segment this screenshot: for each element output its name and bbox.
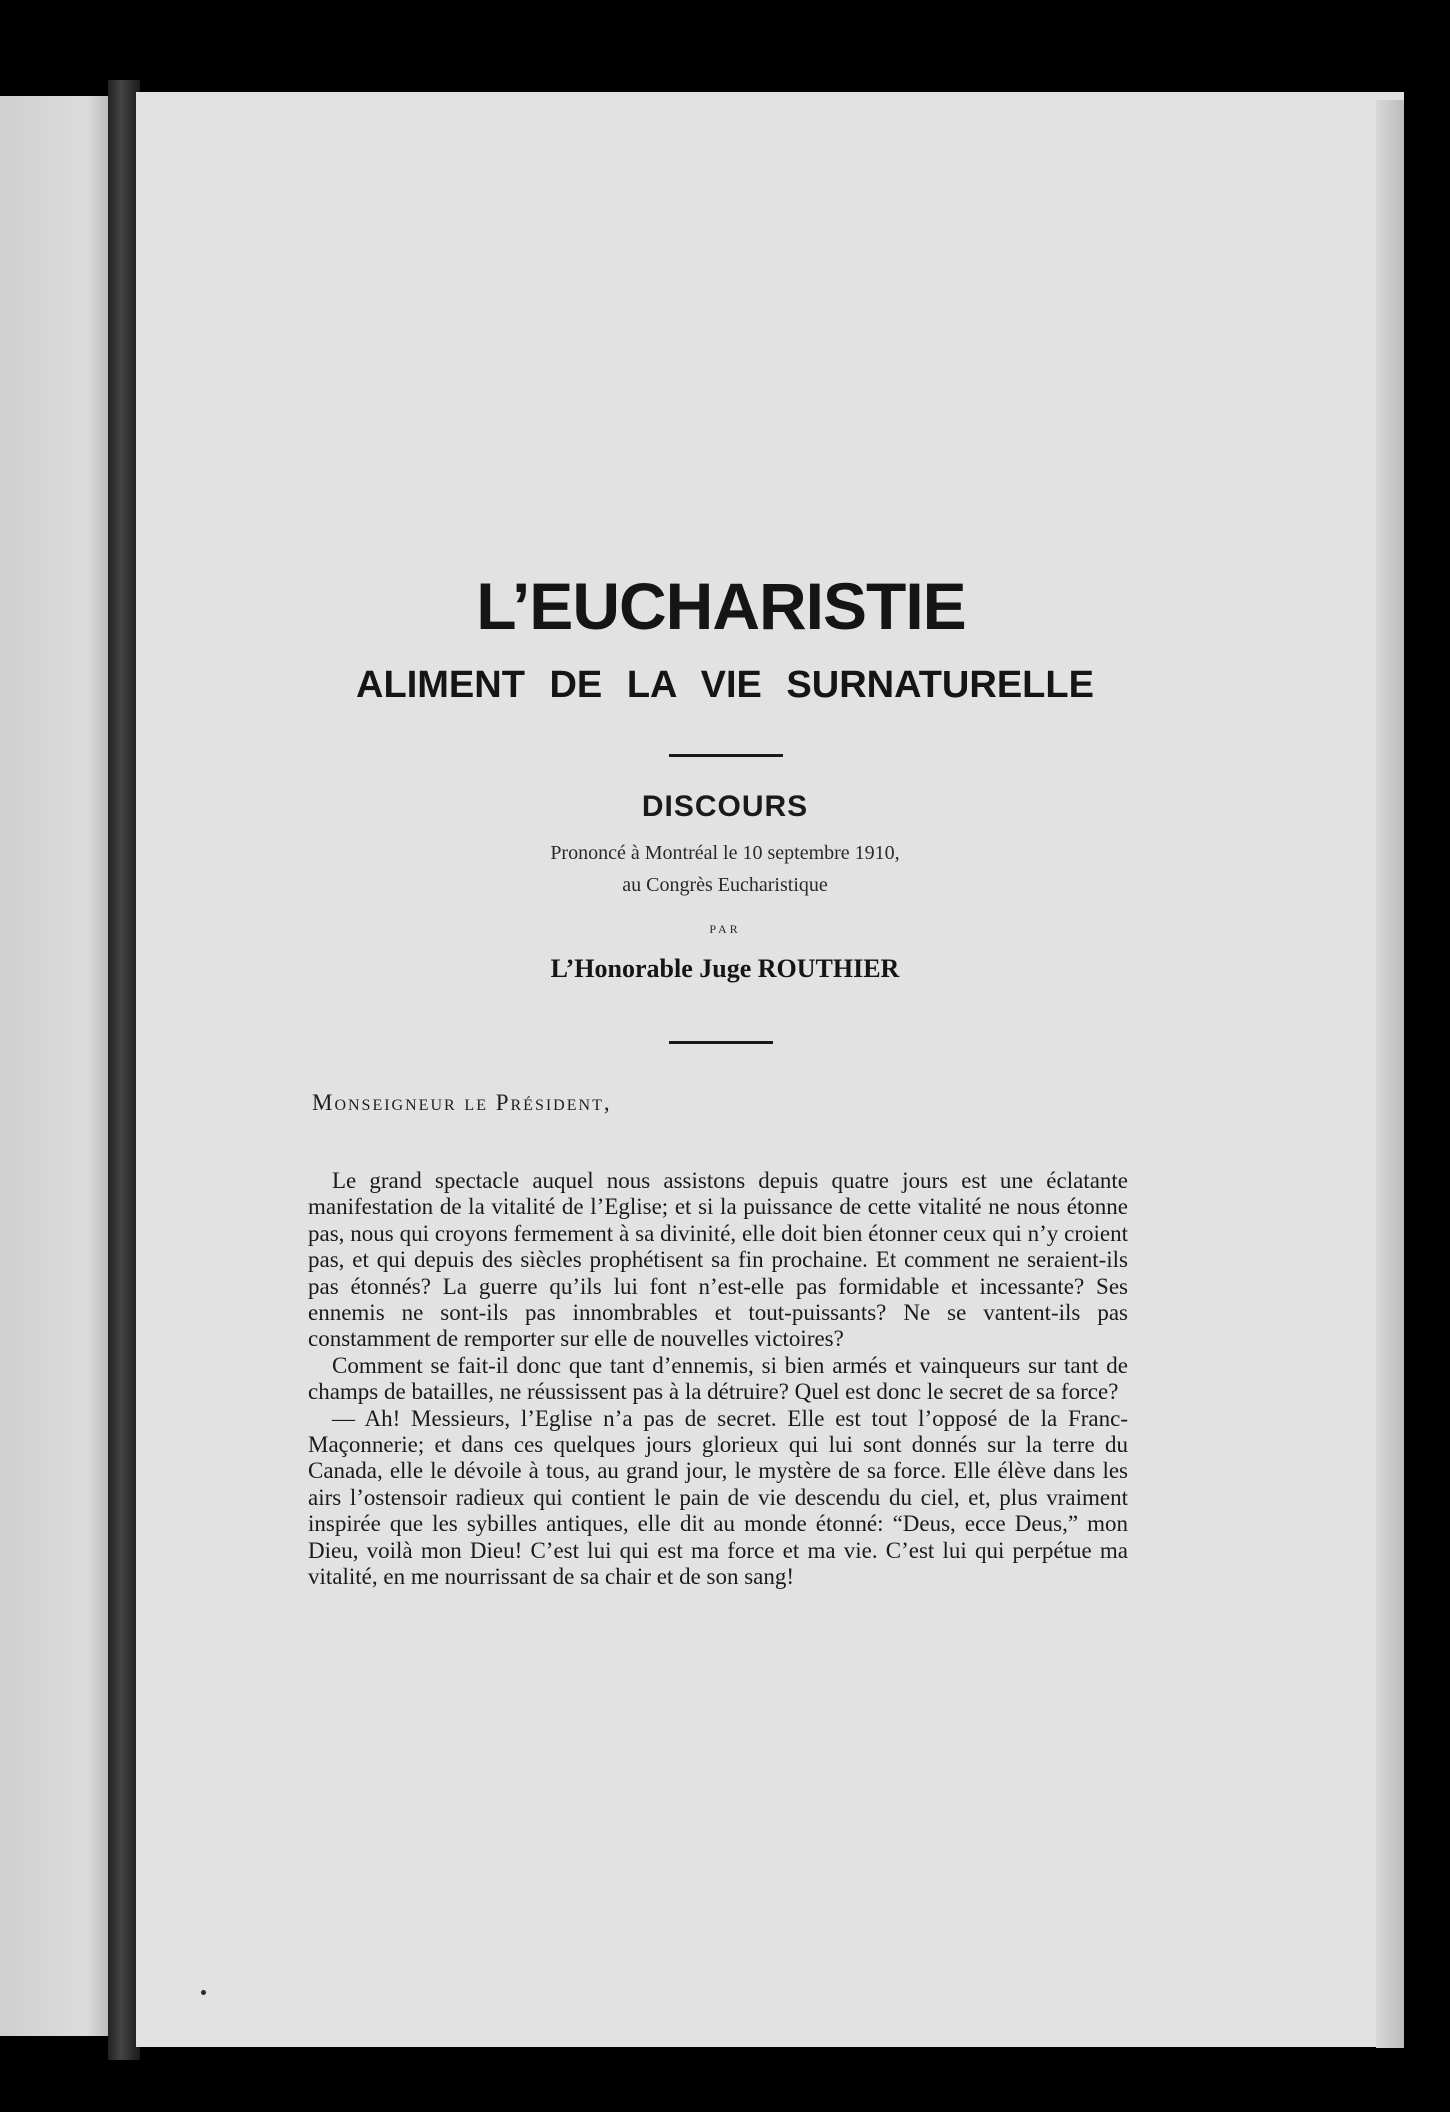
divider-rule xyxy=(669,1041,773,1044)
author-name: L’Honorable Juge ROUTHIER xyxy=(550,954,900,983)
section-heading: DISCOURS xyxy=(641,790,809,823)
page-edge xyxy=(1376,100,1404,2048)
divider-rule xyxy=(669,754,783,757)
by-label: PAR xyxy=(709,922,741,936)
paragraph: Comment se fait-il donc que tant d’ennemis, si bien armés et vainqueurs sur tant de champs de batailles, ne réussissent pas à la détruire? Quel est donc le secret de sa force? xyxy=(308,1352,1128,1405)
facing-page-edge xyxy=(0,96,108,2036)
delivery-info-line: Prononcé à Montréal le 10 septembre 1910, xyxy=(550,842,900,864)
page xyxy=(136,92,1404,2047)
margin-mark xyxy=(201,1990,206,1995)
paragraph: — Ah! Messieurs, l’Eglise n’a pas de secret. Elle est tout l’opposé de la Franc-Maçonnerie; et dans ces quelques jours glorieux qui lui sont donnés sur la terre du Canada, elle le dévoile à tous, au grand jour, le mystère de sa force. Elle élève dans les airs l’ostensoir radieux qui contient le pain de vie descendu du ciel, et, plus vraiment inspirée que les sybilles antiques, elle dit au monde étonné: “Deus, ecce Deus,” mon Dieu, voilà mon Dieu! C’est lui qui est ma force et ma vie. C’est lui qui perpétue ma vitalité, en me nourrissant de sa chair et de son sang! xyxy=(308,1405,1128,1590)
page-title: L’EUCHARISTIE xyxy=(476,569,966,643)
page-subtitle: ALIMENT DE LA VIE SURNATURELLE xyxy=(356,664,1094,706)
venue-line: au Congrès Eucharistique xyxy=(622,874,828,896)
body-text xyxy=(308,1168,1128,1591)
salutation: Monseigneur le Président, xyxy=(312,1090,612,1115)
paragraph: Le grand spectacle auquel nous assistons depuis quatre jours est une éclatante manifestation de la vitalité de l’Eglise; et si la puissance de cette vitalité ne nous étonne pas, nous qui croyons fermement à sa divinité, elle doit bien étonner ceux qui n’y croient pas, et qui depuis des siècles prophétisent sa fin prochaine. Et comment ne seraient-ils pas étonnés? La guerre qu’ils lui font n’est-elle pas formidable et incessante? Ses ennemis ne sont-ils pas innombrables et tout-puissants? Ne se vantent-ils pas constamment de remporter sur elle de nouvelles victoires? xyxy=(308,1168,1128,1352)
